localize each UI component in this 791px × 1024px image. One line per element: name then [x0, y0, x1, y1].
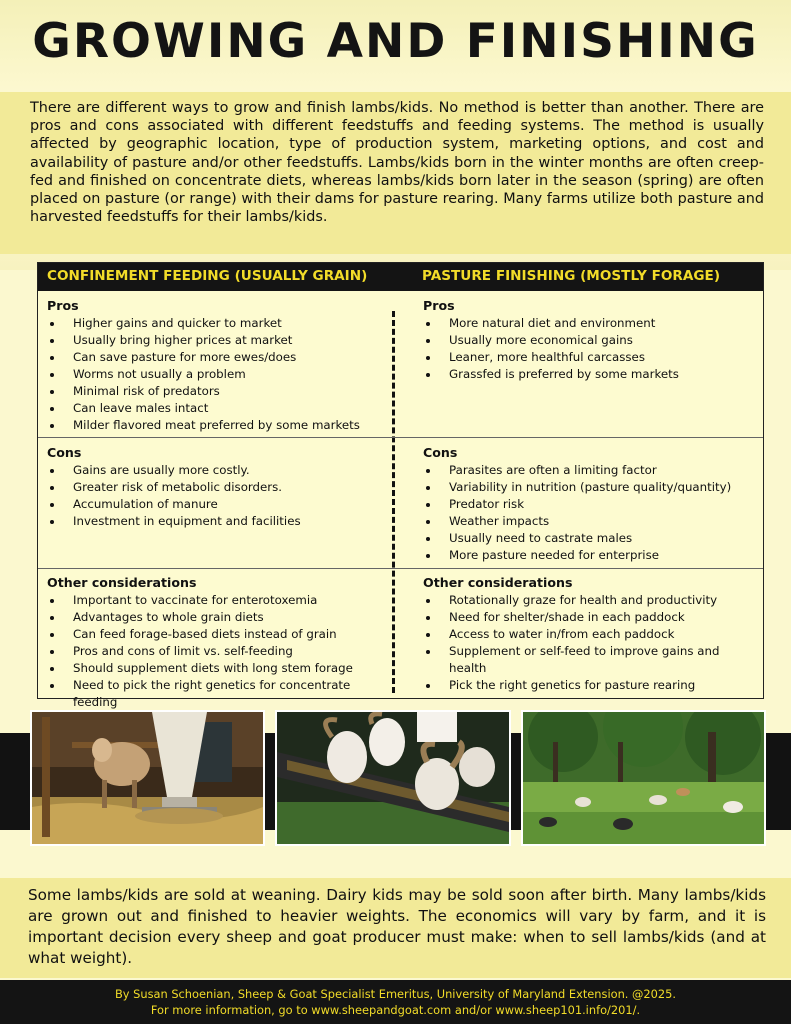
list-item: • Can feed forage-based diets instead of grain [64, 626, 392, 643]
confinement-cons [47, 444, 387, 530]
confinement-other [47, 574, 392, 711]
column-divider [392, 311, 395, 693]
list-item: • Can save pasture for more ewes/does [64, 349, 387, 366]
goats-trough-photo [275, 710, 511, 846]
pros-title: Pros [423, 298, 455, 313]
pros-list [423, 315, 758, 383]
other-title: Other considerations [47, 575, 197, 590]
list-item: • Usually more economical gains [440, 332, 758, 349]
list-item: • Weather impacts [440, 513, 758, 530]
list-item: • Minimal risk of predators [64, 383, 387, 400]
list-item: • Pros and cons of limit vs. self-feeding [64, 643, 392, 660]
other-title: Other considerations [423, 575, 573, 590]
other-list [423, 592, 758, 694]
intro-paragraph: There are different ways to grow and finish lambs/kids. No method is better than another. There are pros and cons associated with different feedstuffs and feeding systems. The method is usually affected by geographic location, type of production system, marketing options, and cost and availability of pasture and/or other feedstuffs. Lambs/kids born in the winter months are often creep-fed and finished on concentrate diets, whereas lambs/kids born later in the season (spring) are often placed on pasture (or range) with their dams for pasture rearing. Many farms utilize both pasture and harvested feedstuffs for their lambs/kids. [30, 100, 764, 226]
list-item: • Rotationally graze for health and productivity [440, 592, 758, 609]
comparison-table [37, 262, 764, 709]
list-item: • Can leave males intact [64, 400, 387, 417]
closing-band [0, 878, 791, 978]
list-item: • Parasites are often a limiting factor [440, 462, 758, 479]
list-item: • Supplement or self-feed to improve gains and health [440, 643, 758, 677]
list-item: • Access to water in/from each paddock [440, 626, 758, 643]
pasture-pros [423, 297, 758, 383]
list-item: • Predator risk [440, 496, 758, 513]
list-item: • Accumulation of manure [64, 496, 387, 513]
list-item: • Milder flavored meat preferred by some markets [64, 417, 387, 434]
pros-title: Pros [47, 298, 79, 313]
list-item: • Variability in nutrition (pasture quality/quantity) [440, 479, 758, 496]
footer-credit: By Susan Schoenian, Sheep & Goat Specialist Emeritus, University of Maryland Extension. @2025. [114, 987, 677, 1001]
list-item: • Advantages to whole grain diets [64, 609, 392, 626]
list-item: • Should supplement diets with long stem forage [64, 660, 392, 677]
cons-title: Cons [423, 445, 458, 460]
closing-paragraph: Some lambs/kids are sold at weaning. Dairy kids may be sold soon after birth. Many lambs/kids are grown out and finished to heavier weights. The economics will vary by farm, and it is important decision every sheep and goat producer must make: when to sell lambs/kids (and at what weight). [28, 886, 766, 967]
page-title: GROWING AND FINISHING [32, 14, 759, 69]
list-item: • Grassfed is preferred by some markets [440, 366, 758, 383]
list-item: • Investment in equipment and facilities [64, 513, 387, 530]
list-item: • More pasture needed for enterprise [440, 547, 758, 564]
confinement-header: CONFINEMENT FEEDING (USUALLY GRAIN) [47, 268, 368, 284]
list-item: • Gains are usually more costly. [64, 462, 387, 479]
list-item: • Worms not usually a problem [64, 366, 387, 383]
barn-feeder-photo [30, 710, 265, 846]
cons-title: Cons [47, 445, 82, 460]
list-item: • More natural diet and environment [440, 315, 758, 332]
pasture-header: PASTURE FINISHING (MOSTLY FORAGE) [422, 268, 721, 284]
footer [0, 980, 791, 1024]
pasture-other [423, 574, 758, 694]
row-divider [38, 568, 763, 569]
list-item: • Pick the right genetics for pasture rearing [440, 677, 758, 694]
list-item: • Need to pick the right genetics for concentrate feeding [64, 677, 392, 711]
list-item: • Leaner, more healthful carcasses [440, 349, 758, 366]
list-item: • Need for shelter/shade in each paddock [440, 609, 758, 626]
cons-list [423, 462, 758, 564]
row-divider [38, 437, 763, 438]
pros-list [47, 315, 387, 434]
confinement-pros [47, 297, 387, 434]
intro-band [0, 92, 791, 254]
list-item: • Higher gains and quicker to market [64, 315, 387, 332]
pasture-cons [423, 444, 758, 564]
footer-links: For more information, go to www.sheepandgoat.com and/or www.sheep101.info/201/. [150, 1003, 641, 1017]
list-item: • Usually bring higher prices at market [64, 332, 387, 349]
list-item: • Usually need to castrate males [440, 530, 758, 547]
list-item: • Greater risk of metabolic disorders. [64, 479, 387, 496]
cons-list [47, 462, 387, 530]
pasture-goats-photo [521, 710, 766, 846]
list-item: • Important to vaccinate for enterotoxemia [64, 592, 392, 609]
table-header [38, 263, 763, 291]
other-list [47, 592, 392, 711]
